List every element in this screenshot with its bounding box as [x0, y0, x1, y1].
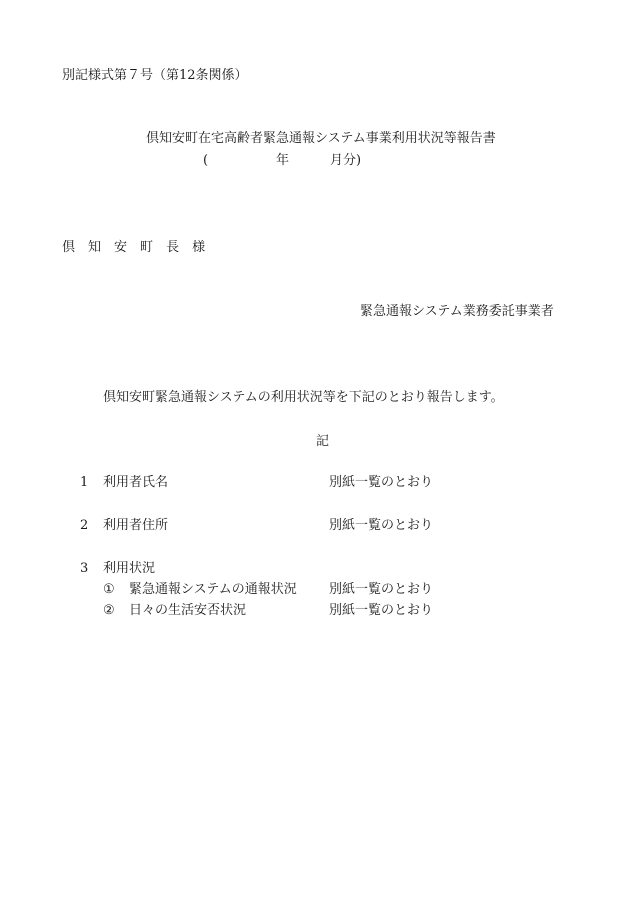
period-open: (: [203, 153, 209, 168]
sub-list-item: [0, 582, 630, 600]
document-title: 倶知安町在宅高齢者緊急通報システム事業利用状況等報告書: [146, 131, 496, 146]
body-text: 倶知安町緊急通報システムの利用状況等を下記のとおり報告します。: [103, 390, 504, 405]
sender: 緊急通報システム業務委託事業者: [360, 304, 554, 319]
item-number: 1: [80, 475, 89, 490]
addressee-char: 知: [88, 240, 102, 255]
addressee: [62, 240, 218, 256]
item-value: 別紙一覧のとおり: [329, 475, 434, 490]
period-year-label: 年: [276, 153, 290, 168]
item-label: 利用者氏名: [103, 475, 169, 490]
addressee-char: 町: [140, 240, 154, 255]
form-reference: 別記様式第７号（第12条関係）: [62, 68, 248, 83]
item-number: 3: [80, 561, 89, 576]
addressee-char: 倶: [62, 240, 76, 255]
subitem-value: 別紙一覧のとおり: [329, 582, 434, 597]
ki-heading: 記: [316, 434, 330, 449]
subitem-number: ①: [103, 582, 115, 597]
addressee-char: 様: [192, 240, 206, 255]
subitem-value: 別紙一覧のとおり: [329, 603, 434, 618]
addressee-char: 安: [114, 240, 128, 255]
subitem-number: ②: [103, 603, 115, 618]
item-label: 利用状況: [103, 561, 156, 576]
item-value: 別紙一覧のとおり: [329, 518, 434, 533]
list-item: [0, 561, 630, 579]
item-number: 2: [80, 518, 89, 533]
subitem-label: 日々の生活安否状況: [129, 603, 247, 618]
list-item: [0, 475, 630, 493]
item-label: 利用者住所: [103, 518, 169, 533]
list-item: [0, 518, 630, 536]
period-month-label: 月分): [330, 153, 362, 168]
subitem-label: 緊急通報システムの通報状況: [129, 582, 297, 597]
sub-list-item: [0, 603, 630, 621]
addressee-char: 長: [166, 240, 180, 255]
